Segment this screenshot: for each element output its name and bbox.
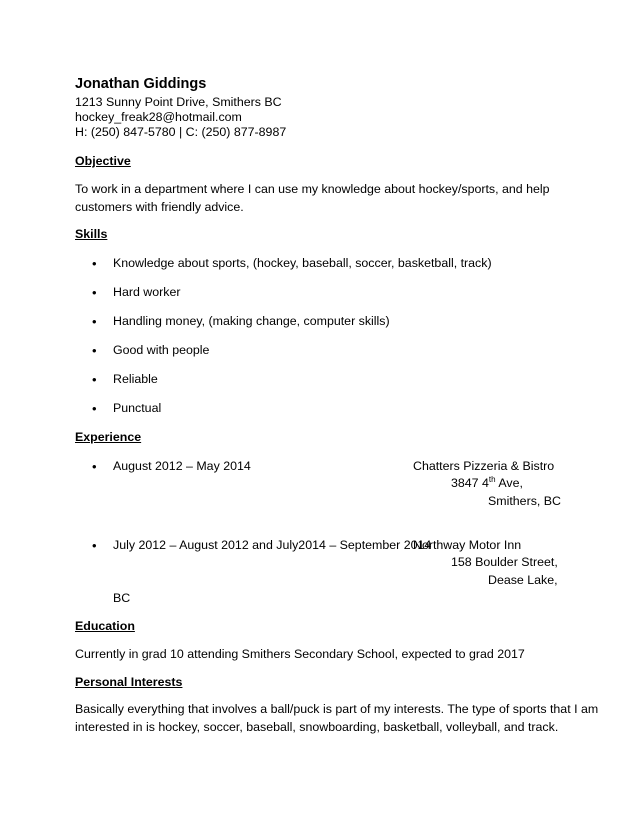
bullet-icon: • bbox=[92, 538, 97, 553]
job-1-address-suffix: th bbox=[488, 474, 496, 484]
address-line: 1213 Sunny Point Drive, Smithers BC bbox=[75, 95, 282, 109]
email-line: hockey_freak28@hotmail.com bbox=[75, 110, 242, 124]
interests-line-2: interested in is hockey, soccer, baseball, snowboarding, basketball, volleyball, and track. bbox=[75, 720, 559, 734]
skill-item: Good with people bbox=[113, 343, 210, 357]
bullet-icon: • bbox=[92, 285, 97, 300]
bullet-icon: • bbox=[92, 314, 97, 329]
objective-line-1: To work in a department where I can use my knowledge about hockey/sports, and help bbox=[75, 182, 550, 196]
skill-item: Punctual bbox=[113, 401, 162, 415]
objective-line-2: customers with friendly advice. bbox=[75, 200, 244, 214]
skills-heading: Skills bbox=[75, 227, 108, 241]
bullet-icon: • bbox=[92, 343, 97, 358]
job-2-dates: July 2012 – August 2012 and July2014 – September 2014 bbox=[113, 538, 432, 552]
job-1-employer: Chatters Pizzeria & Bistro bbox=[413, 459, 555, 473]
bullet-icon: • bbox=[92, 459, 97, 474]
job-1-city: Smithers, BC bbox=[488, 494, 561, 508]
skill-item: Knowledge about sports, (hockey, baseball, soccer, basketball, track) bbox=[113, 256, 492, 270]
skill-item: Reliable bbox=[113, 372, 158, 386]
job-2-province: BC bbox=[113, 591, 131, 605]
interests-line-1: Basically everything that involves a ball/puck is part of my interests. The type of sports that I am bbox=[75, 702, 599, 716]
job-2-city: Dease Lake, bbox=[488, 573, 558, 587]
skill-item: Handling money, (making change, computer skills) bbox=[113, 314, 390, 328]
job-1-address bbox=[451, 474, 523, 490]
education-text: Currently in grad 10 attending Smithers Secondary School, expected to grad 2017 bbox=[75, 647, 525, 661]
job-2-street: 158 Boulder Street, bbox=[451, 555, 558, 569]
interests-heading: Personal Interests bbox=[75, 675, 183, 689]
education-heading: Education bbox=[75, 619, 135, 633]
applicant-name: Jonathan Giddings bbox=[75, 76, 207, 92]
job-1-dates: August 2012 – May 2014 bbox=[113, 459, 251, 473]
job-2-employer: Northway Motor Inn bbox=[413, 538, 522, 552]
objective-heading: Objective bbox=[75, 154, 131, 168]
bullet-icon: • bbox=[92, 401, 97, 416]
skill-item: Hard worker bbox=[113, 285, 181, 299]
bullet-icon: • bbox=[92, 256, 97, 271]
job-1-address-street: Ave, bbox=[495, 476, 523, 490]
phone-line: H: (250) 847-5780 | C: (250) 877-8987 bbox=[75, 125, 287, 139]
bullet-icon: • bbox=[92, 372, 97, 387]
experience-heading: Experience bbox=[75, 430, 142, 444]
job-1-address-number: 3847 4 bbox=[451, 476, 489, 490]
